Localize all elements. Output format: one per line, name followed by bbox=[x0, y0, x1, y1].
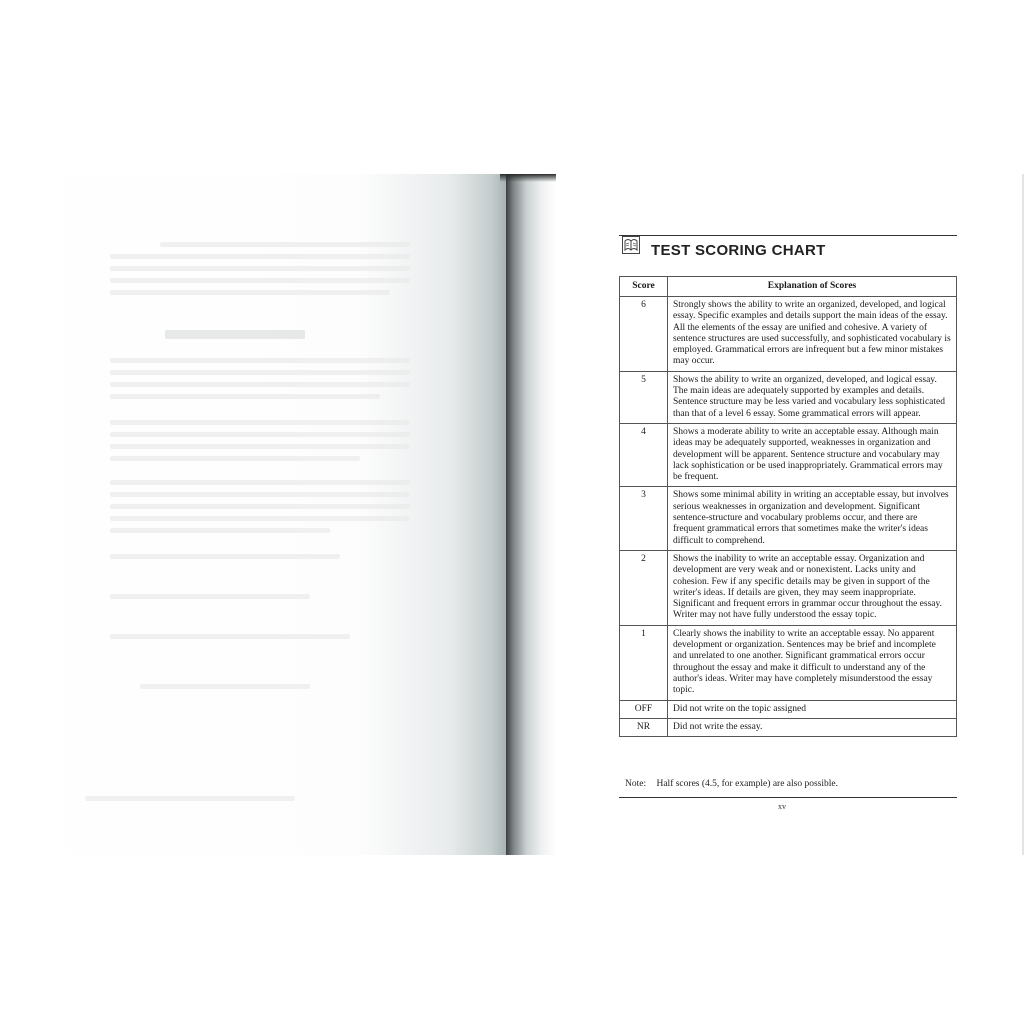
explanation-cell: Shows the ability to write an organized, developed, and logical essay. The main ideas are adequately supported by examples and details. Sentence structure may be less varied and vocabulary less sophisticated than that of a level 6 essay. Some grammatical errors will appear. bbox=[668, 371, 957, 423]
score-cell: 1 bbox=[620, 625, 668, 700]
page-number: xv bbox=[778, 802, 786, 811]
score-cell: NR bbox=[620, 718, 668, 736]
score-cell: 4 bbox=[620, 423, 668, 486]
footnote bbox=[625, 779, 838, 789]
explanation-column-header: Explanation of Scores bbox=[668, 277, 957, 297]
chart-header bbox=[619, 235, 957, 264]
explanation-cell: Strongly shows the ability to write an organized, developed, and logical essay. Specific examples and details support the main ideas of the essay. All the elements of the essay are unified and cohesive. A variety of sentence structures are used successfully, and sophisticated vocabulary is employed. Grammatical errors are infrequent but a few minor mistakes may occur. bbox=[668, 297, 957, 372]
table-row bbox=[620, 371, 957, 423]
score-column-header: Score bbox=[620, 277, 668, 297]
note-text: Half scores (4.5, for example) are also possible. bbox=[656, 779, 838, 789]
score-cell: 5 bbox=[620, 371, 668, 423]
explanation-cell: Clearly shows the inability to write an acceptable essay. No apparent development or organization. Sentences may be brief and incomplete and unrelated to one another. Significant grammatical errors occur throughout the essay and make it difficult to understand any of the author's ideas. Writer may have completely misunderstood the essay topic. bbox=[668, 625, 957, 700]
explanation-cell: Shows some minimal ability in writing an acceptable essay, but involves serious weaknesses in organization and development. Significant sentence-structure and vocabulary problems occur, and there are frequent grammatical errors that sometimes make the writer's ideas difficult to comprehend. bbox=[668, 487, 957, 550]
explanation-cell: Shows a moderate ability to write an acceptable essay. Although main ideas may be adequately supported, weaknesses in organization and development will be apparent. Sentence structure and vocabulary may lack sophistication or be used inappropriately. Grammatical errors may be frequent. bbox=[668, 423, 957, 486]
table-row bbox=[620, 487, 957, 550]
left-page bbox=[0, 174, 512, 855]
scoring-table bbox=[619, 276, 957, 737]
table-row bbox=[620, 297, 957, 372]
explanation-cell: Did not write on the topic assigned bbox=[668, 700, 957, 718]
bottom-rule bbox=[619, 797, 957, 798]
page-title: TEST SCORING CHART bbox=[651, 242, 826, 259]
table-row bbox=[620, 550, 957, 625]
table-row bbox=[620, 625, 957, 700]
score-cell: 6 bbox=[620, 297, 668, 372]
score-cell: 3 bbox=[620, 487, 668, 550]
book-emblem-icon bbox=[622, 236, 640, 254]
table-row bbox=[620, 423, 957, 486]
explanation-cell: Shows the inability to write an acceptable essay. Organization and development are very weak and or nonexistent. Lacks unity and cohesion. Few if any specific details may be given in support of the writer's ideas. If details are given, they may seem inappropriate. Significant and frequent errors in grammar occur throughout the essay. Writer may not have fully understood the essay topic. bbox=[668, 550, 957, 625]
score-cell: 2 bbox=[620, 550, 668, 625]
note-label: Note: bbox=[625, 779, 647, 789]
table-row bbox=[620, 718, 957, 736]
score-cell: OFF bbox=[620, 700, 668, 718]
explanation-cell: Did not write the essay. bbox=[668, 718, 957, 736]
table-row bbox=[620, 700, 957, 718]
table-header-row bbox=[620, 277, 957, 297]
book-spine bbox=[506, 174, 556, 855]
